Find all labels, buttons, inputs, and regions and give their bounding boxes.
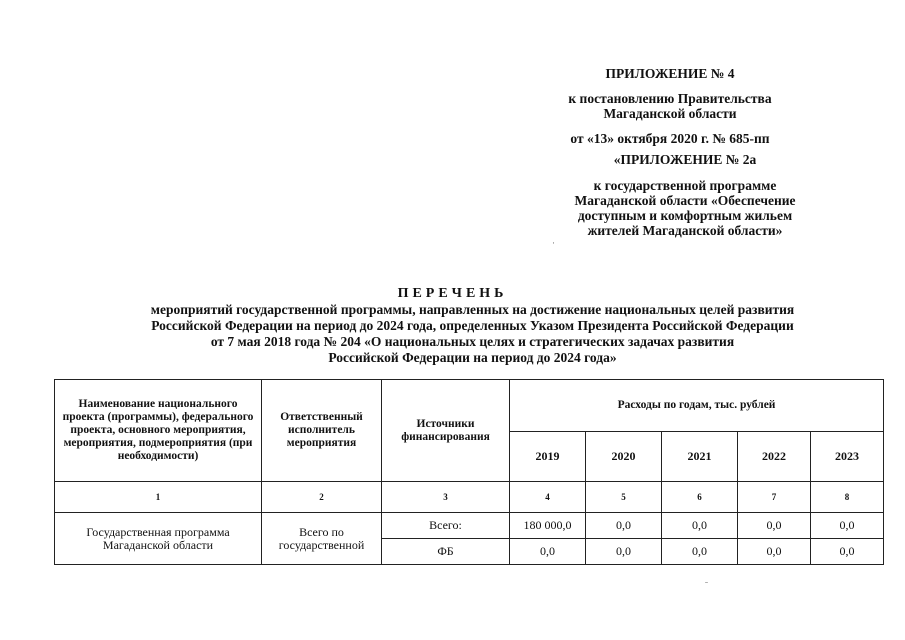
column-number: 1 [55, 482, 262, 513]
total-2020-cell: 0,0 [586, 513, 662, 539]
year-2022: 2022 [738, 432, 811, 482]
source-total-cell: Всего: [382, 513, 510, 539]
document-heading: ПЕРЕЧЕНЬ [397, 286, 508, 301]
year-2023: 2023 [811, 432, 884, 482]
fb-2022-cell: 0,0 [738, 539, 811, 565]
header-project-name: Наименование национального проекта (программы), федерального проекта, основного мероприятия, мероприятия, подмероприятия (при необходимости) [55, 380, 262, 482]
appendix-4-block [520, 66, 820, 146]
column-number: 7 [738, 482, 811, 513]
description-line2: Российской Федерации на период до 2024 года, определенных Указом Президента Российской Федерации [151, 318, 794, 333]
appendix-4-title: ПРИЛОЖЕНИЕ № 4 [605, 66, 735, 81]
fb-2020-cell: 0,0 [586, 539, 662, 565]
appendix-2a-line1: к государственной программе [593, 178, 777, 193]
description-line1: мероприятий государственной программы, направленных на достижение национальных целей развития [150, 302, 795, 317]
total-2022-cell: 0,0 [738, 513, 811, 539]
appendix-4-date: от «13» октября 2020 г. № 685-пп [570, 131, 770, 146]
appendix-2a-line4: жителей Магаданской области» [587, 223, 783, 238]
appendix-2a-block [545, 152, 825, 238]
fb-2021-cell: 0,0 [662, 539, 738, 565]
total-2019-cell: 180 000,0 [510, 513, 586, 539]
column-number: 6 [662, 482, 738, 513]
program-name-cell: Государственная программа Магаданской области [55, 513, 262, 565]
year-2020: 2020 [586, 432, 662, 482]
total-2021-cell: 0,0 [662, 513, 738, 539]
column-number: 5 [586, 482, 662, 513]
header-expenses-by-year: Расходы по годам, тыс. рублей [510, 380, 884, 432]
fb-2023-cell: 0,0 [811, 539, 884, 565]
year-2019: 2019 [510, 432, 586, 482]
column-number: 4 [510, 482, 586, 513]
fb-2019-cell: 0,0 [510, 539, 586, 565]
column-number: 2 [262, 482, 382, 513]
scan-speck: ˉ [705, 580, 708, 590]
column-number: 8 [811, 482, 884, 513]
appendix-4-line2: Магаданской области [603, 106, 737, 121]
appendix-2a-line2: Магаданской области «Обеспечение [574, 193, 796, 208]
appendix-2a-title: «ПРИЛОЖЕНИЕ № 2а [613, 152, 757, 167]
measures-table [54, 379, 884, 565]
scan-speck: · [552, 238, 555, 248]
year-2021: 2021 [662, 432, 738, 482]
column-number: 3 [382, 482, 510, 513]
total-2023-cell: 0,0 [811, 513, 884, 539]
header-funding-sources: Источники финансирования [382, 380, 510, 482]
description-line3: от 7 мая 2018 года № 204 «О национальных целях и стратегических задачах развития [210, 334, 735, 349]
appendix-2a-line3: доступным и комфортным жильем [577, 208, 793, 223]
header-executor: Ответственный исполнитель мероприятия [262, 380, 382, 482]
appendix-4-line1: к постановлению Правительства [568, 91, 772, 106]
executor-cell: Всего по государственной [262, 513, 382, 565]
document-description [110, 302, 835, 366]
description-line4: Российской Федерации на период до 2024 года» [328, 350, 617, 365]
source-fb-cell: ФБ [382, 539, 510, 565]
